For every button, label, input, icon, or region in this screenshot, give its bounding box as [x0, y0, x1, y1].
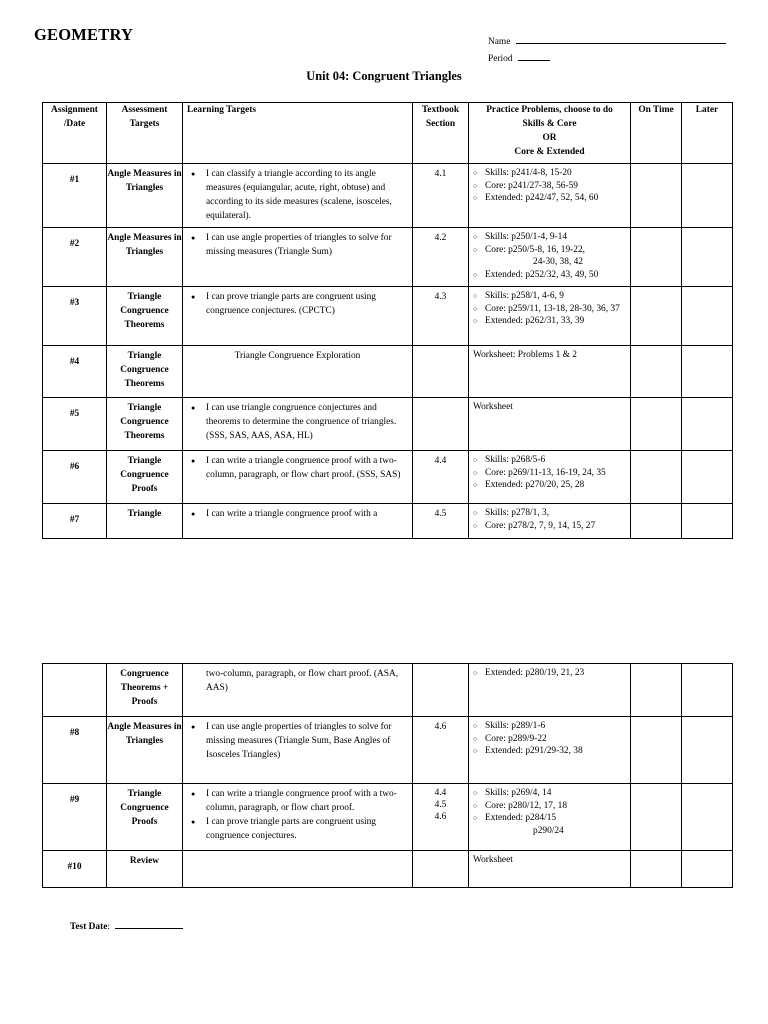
learning-targets — [183, 784, 413, 851]
period-label: Period — [488, 54, 513, 64]
learning-targets — [183, 451, 413, 504]
practice-item: ○ Skills: p250/1-4, 9-14 — [473, 231, 627, 244]
table-row — [43, 398, 733, 451]
on-time-cell[interactable] — [631, 346, 682, 398]
col-header-on-time: On Time — [631, 103, 682, 164]
practice-item: ○ Core: p269/11-13, 16-19, 24, 35 — [473, 467, 627, 480]
assessment-target: Triangle Congruence Proofs — [107, 451, 183, 504]
assignment-number: #6 — [43, 451, 107, 504]
later-cell[interactable] — [682, 784, 733, 851]
later-cell[interactable] — [682, 851, 733, 888]
practice-item: ○ Core: p289/9-22 — [473, 733, 627, 746]
assignment-number: #5 — [43, 398, 107, 451]
textbook-section: 4.2 — [413, 228, 469, 287]
learning-targets — [183, 164, 413, 228]
assessment-target: Triangle Congruence Theorems — [107, 346, 183, 398]
table-row — [43, 451, 733, 504]
test-date-blank[interactable] — [115, 919, 183, 929]
col-header-learning: Learning Targets — [183, 103, 413, 164]
practice-item: ○ Skills: p268/5-6 — [473, 454, 627, 467]
practice-item: ○ Skills: p241/4-8, 15-20 — [473, 167, 627, 180]
learning-target-item: ● I can use angle properties of triangles to solve for missing measures (Triangle Sum, Base Angles of Isosceles Triangles) — [189, 720, 406, 762]
practice-item: ○ Skills: p258/1, 4-6, 9 — [473, 290, 627, 303]
learning-target-continuation: two-column, paragraph, or flow chart proof. (ASA, AAS) — [206, 669, 399, 693]
practice-header-line: Skills & Core — [522, 119, 577, 129]
practice-item: ○ Core: p278/2, 7, 9, 14, 15, 27 — [473, 520, 627, 533]
col-header-textbook: Textbook Section — [413, 103, 469, 164]
practice-header-line: Core & Extended — [514, 147, 585, 157]
learning-targets — [183, 504, 413, 539]
assignment-number — [43, 664, 107, 717]
practice-item: ○ Extended: p284/15 — [473, 812, 627, 825]
practice-text: Worksheet — [473, 402, 513, 412]
practice-item: ○ Core: p280/12, 17, 18 — [473, 800, 627, 813]
practice-problems — [469, 346, 631, 398]
textbook-section: 4.4 — [413, 451, 469, 504]
learning-targets — [183, 664, 413, 717]
table-row — [43, 664, 733, 717]
learning-targets — [183, 346, 413, 398]
practice-problems — [469, 717, 631, 784]
assignment-number: #2 — [43, 228, 107, 287]
table-row — [43, 784, 733, 851]
col-header-later: Later — [682, 103, 733, 164]
col-header-assessment: Assessment Targets — [107, 103, 183, 164]
assessment-target: Angle Measures in Triangles — [107, 228, 183, 287]
practice-problems — [469, 664, 631, 717]
learning-target-item: ● I can use angle properties of triangles to solve for missing measures (Triangle Sum) — [189, 231, 406, 259]
later-cell[interactable] — [682, 346, 733, 398]
learning-targets — [183, 228, 413, 287]
practice-item: ○ Core: p259/11, 13-18, 28-30, 36, 37 — [473, 303, 627, 316]
period-field[interactable] — [488, 51, 550, 66]
assignment-number: #3 — [43, 287, 107, 346]
practice-problems — [469, 504, 631, 539]
learning-targets — [183, 398, 413, 451]
assessment-target: Triangle — [107, 504, 183, 539]
practice-item: ○ Extended: p262/31, 33, 39 — [473, 315, 627, 328]
textbook-section: 4.1 — [413, 164, 469, 228]
practice-problems — [469, 164, 631, 228]
textbook-section — [413, 398, 469, 451]
practice-continuation: p290/24 — [533, 825, 564, 836]
period-blank[interactable] — [518, 51, 550, 61]
later-cell[interactable] — [682, 287, 733, 346]
assignment-number: #7 — [43, 504, 107, 539]
practice-header-line: Practice Problems, choose to do — [486, 105, 613, 115]
practice-item: ○ Extended: p280/19, 21, 23 — [473, 667, 627, 680]
practice-problems — [469, 398, 631, 451]
learning-target-item: ● I can prove triangle parts are congruent using congruence conjectures. — [189, 815, 406, 843]
learning-target-item: ● I can write a triangle congruence proof with a — [189, 507, 406, 521]
assessment-target: Triangle Congruence Proofs — [107, 784, 183, 851]
assessment-target: Congruence Theorems + Proofs — [107, 664, 183, 717]
practice-item: ○ Extended: p252/32, 43, 49, 50 — [473, 269, 627, 282]
textbook-section: 4.5 — [413, 504, 469, 539]
on-time-cell[interactable] — [631, 664, 682, 717]
course-title: GEOMETRY — [34, 25, 134, 44]
textbook-section — [413, 664, 469, 717]
assignment-number: #9 — [43, 784, 107, 851]
learning-target-item: ● I can write a triangle congruence proof with a two-column, paragraph, or flow chart proof. (SSS, SAS) — [189, 454, 406, 482]
table-row — [43, 287, 733, 346]
name-blank[interactable] — [516, 34, 726, 44]
textbook-section: 4.3 — [413, 287, 469, 346]
practice-header-line: OR — [542, 133, 557, 143]
assignment-table — [42, 102, 733, 539]
section-number: 4.6 — [434, 812, 447, 822]
practice-problems — [469, 851, 631, 888]
on-time-cell[interactable] — [631, 784, 682, 851]
textbook-section — [413, 851, 469, 888]
section-number: 4.4 — [434, 788, 447, 798]
table-row — [43, 346, 733, 398]
later-cell[interactable] — [682, 717, 733, 784]
on-time-cell[interactable] — [631, 851, 682, 888]
col-header-assignment: Assignment /Date — [43, 103, 107, 164]
on-time-cell[interactable] — [631, 717, 682, 784]
practice-item: ○ Skills: p269/4, 14 — [473, 787, 627, 800]
practice-item: ○ Skills: p289/1-6 — [473, 720, 627, 733]
table-row — [43, 164, 733, 228]
assignment-number: #8 — [43, 717, 107, 784]
assignment-table-continued — [42, 663, 733, 888]
practice-text: Worksheet: Problems 1 & 2 — [473, 350, 577, 360]
practice-item: ○ Core: p241/27-38, 56-59 — [473, 180, 627, 193]
practice-problems — [469, 451, 631, 504]
assignment-number: #1 — [43, 164, 107, 228]
later-cell[interactable] — [682, 664, 733, 717]
practice-item: ○ Skills: p278/1, 3, — [473, 507, 627, 520]
practice-item: ○ Extended: p270/20, 25, 28 — [473, 479, 627, 492]
practice-continuation: 24-30, 38, 42 — [533, 257, 583, 267]
textbook-section — [413, 346, 469, 398]
practice-item: ○ Core: p250/5-8, 16, 19-22, — [473, 244, 627, 257]
table-row — [43, 851, 733, 888]
learning-target-text: Triangle Congruence Exploration — [234, 351, 361, 361]
on-time-cell[interactable] — [631, 451, 682, 504]
table-header-row — [43, 103, 733, 164]
practice-item: ○ Extended: p291/29-32, 38 — [473, 745, 627, 758]
assessment-target: Angle Measures in Triangles — [107, 717, 183, 784]
learning-target-item: ● I can prove triangle parts are congruent using congruence conjectures. (CPCTC) — [189, 290, 406, 318]
practice-item: ○ Extended: p242/47, 52, 54, 60 — [473, 192, 627, 205]
name-label: Name — [488, 37, 511, 47]
unit-title: Unit 04: Congruent Triangles — [306, 69, 462, 83]
table-row — [43, 717, 733, 784]
learning-target-item: ● I can use triangle congruence conjectures and theorems to determine the congruence of triangles. (SSS, SAS, AAS, ASA, HL) — [189, 401, 406, 443]
practice-problems — [469, 784, 631, 851]
on-time-cell[interactable] — [631, 228, 682, 287]
later-cell[interactable] — [682, 504, 733, 539]
learning-target-item: ● I can classify a triangle according to its angle measures (equiangular, acute, right, obtuse) and according to its side measures (scalene, isosceles, equilateral). — [189, 167, 406, 223]
later-cell[interactable] — [682, 398, 733, 451]
practice-text: Worksheet — [473, 855, 513, 865]
on-time-cell[interactable] — [631, 504, 682, 539]
practice-problems — [469, 228, 631, 287]
later-cell[interactable] — [682, 164, 733, 228]
learning-targets — [183, 717, 413, 784]
textbook-section: 4.6 — [413, 717, 469, 784]
later-cell[interactable] — [682, 228, 733, 287]
on-time-cell[interactable] — [631, 164, 682, 228]
name-field[interactable] — [488, 34, 726, 49]
test-date-field[interactable]: Test Date: — [70, 919, 183, 934]
assessment-target: Triangle Congruence Theorems — [107, 398, 183, 451]
textbook-section — [413, 784, 469, 851]
on-time-cell[interactable] — [631, 287, 682, 346]
on-time-cell[interactable] — [631, 398, 682, 451]
learning-targets — [183, 287, 413, 346]
test-date-label: Test Date — [70, 922, 108, 932]
assessment-target: Triangle Congruence Theorems — [107, 287, 183, 346]
learning-target-item: ● I can write a triangle congruence proof with a two-column, paragraph, or flow chart proof. — [189, 787, 406, 815]
assessment-target: Review — [107, 851, 183, 888]
practice-problems — [469, 287, 631, 346]
assessment-target: Angle Measures in Triangles — [107, 164, 183, 228]
assignment-number: #10 — [43, 851, 107, 888]
assignment-number: #4 — [43, 346, 107, 398]
later-cell[interactable] — [682, 451, 733, 504]
table-row — [43, 504, 733, 539]
table-row — [43, 228, 733, 287]
section-number: 4.5 — [434, 800, 447, 810]
col-header-practice — [469, 103, 631, 164]
learning-targets — [183, 851, 413, 888]
